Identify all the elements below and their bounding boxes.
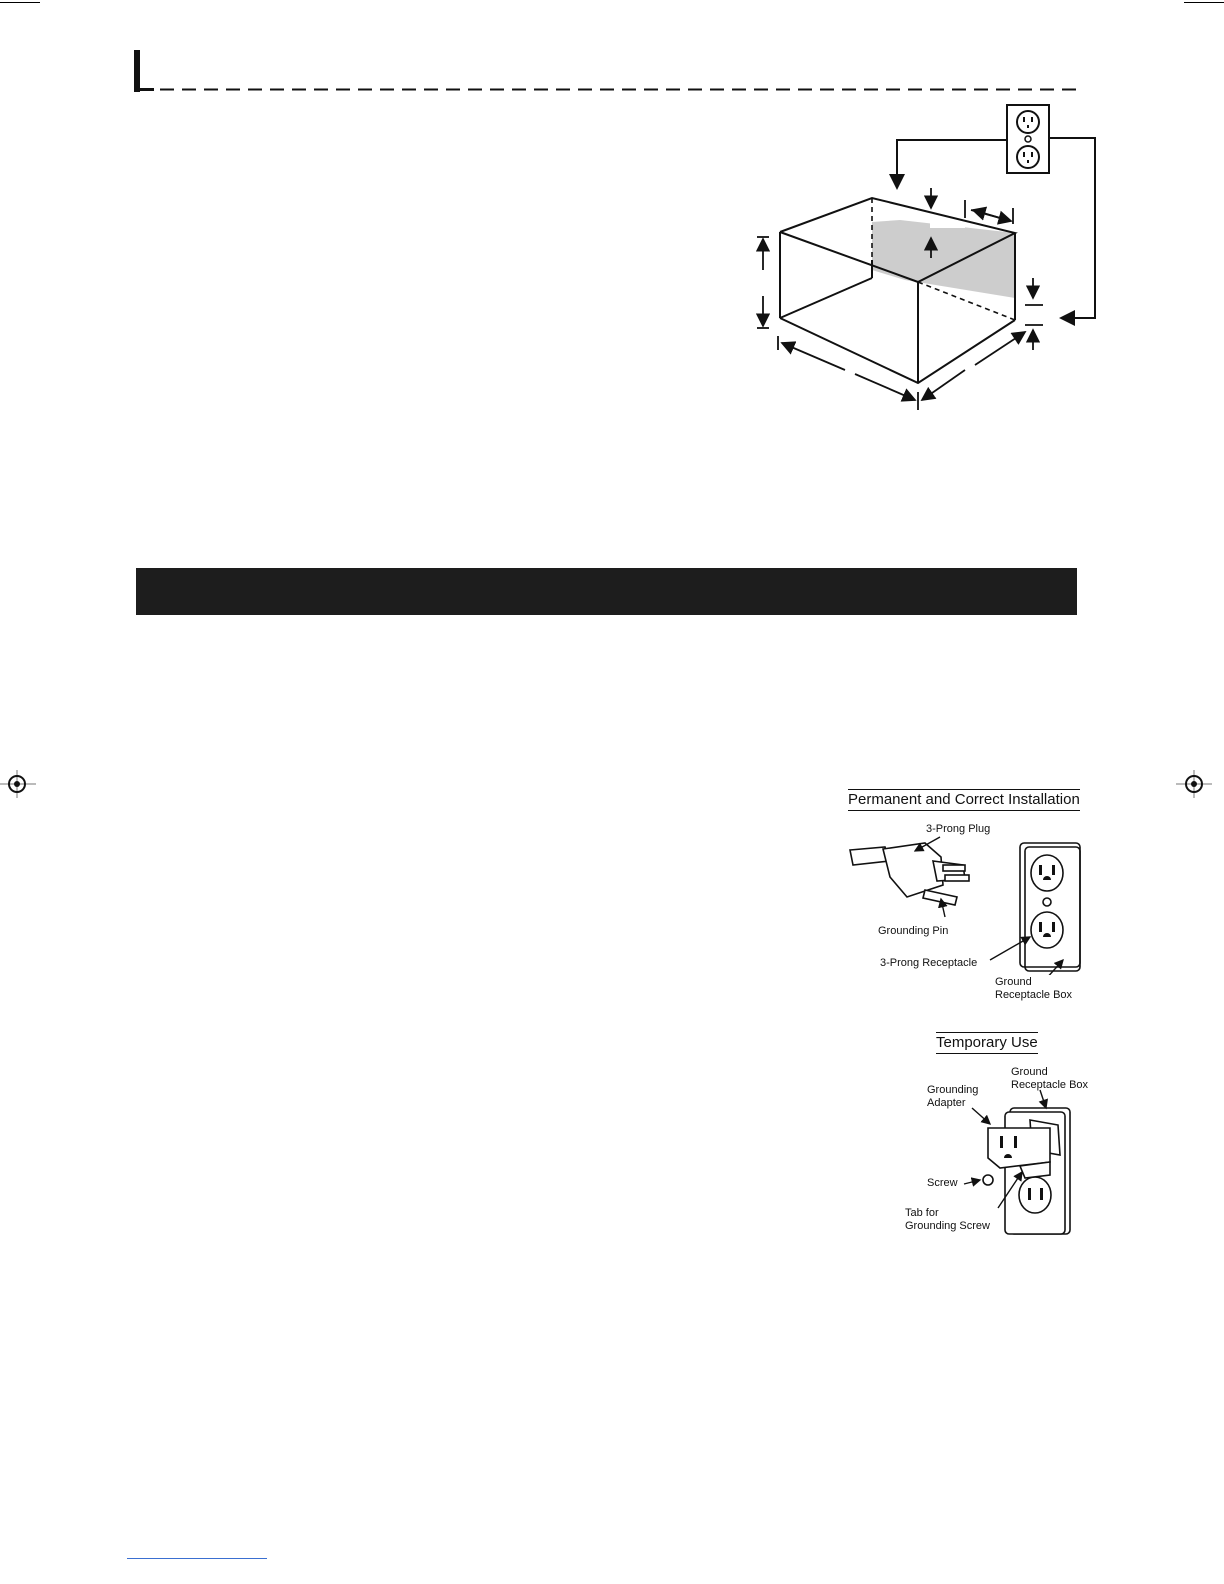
label-tab-for-screw-a: Tab for <box>905 1207 939 1219</box>
clearance-diagram <box>745 100 1115 420</box>
label-ground-box-2a: Ground <box>1011 1066 1048 1078</box>
registration-mark-left <box>0 770 36 798</box>
label-3-prong-receptacle: 3-Prong Receptacle <box>880 957 978 969</box>
label-3-prong-plug: 3-Prong Plug <box>926 823 991 835</box>
label-grounding-pin: Grounding Pin <box>878 925 949 937</box>
crop-mark-top-left <box>0 2 40 3</box>
crop-mark-top-right <box>1184 2 1224 3</box>
label-ground-box-1b: Receptacle Box <box>995 989 1073 1001</box>
label-screw: Screw <box>927 1177 958 1189</box>
section-heading-rule <box>130 48 1085 96</box>
plug-and-receptacle-illustration <box>845 835 1095 975</box>
label-grounding-adapter-b: Adapter <box>927 1097 966 1109</box>
label-tab-for-screw-b: Grounding Screw <box>905 1220 990 1232</box>
label-ground-box-1a: Ground <box>995 976 1032 988</box>
figure-title-permanent: Permanent and Correct Installation <box>848 789 1080 811</box>
registration-mark-right <box>1176 770 1212 798</box>
section-band <box>136 568 1077 615</box>
label-grounding-adapter-a: Grounding <box>927 1084 979 1096</box>
figure-title-temporary: Temporary Use <box>936 1032 1038 1054</box>
label-ground-box-2b: Receptacle Box <box>1011 1079 1089 1091</box>
footer-rule <box>127 1558 267 1559</box>
